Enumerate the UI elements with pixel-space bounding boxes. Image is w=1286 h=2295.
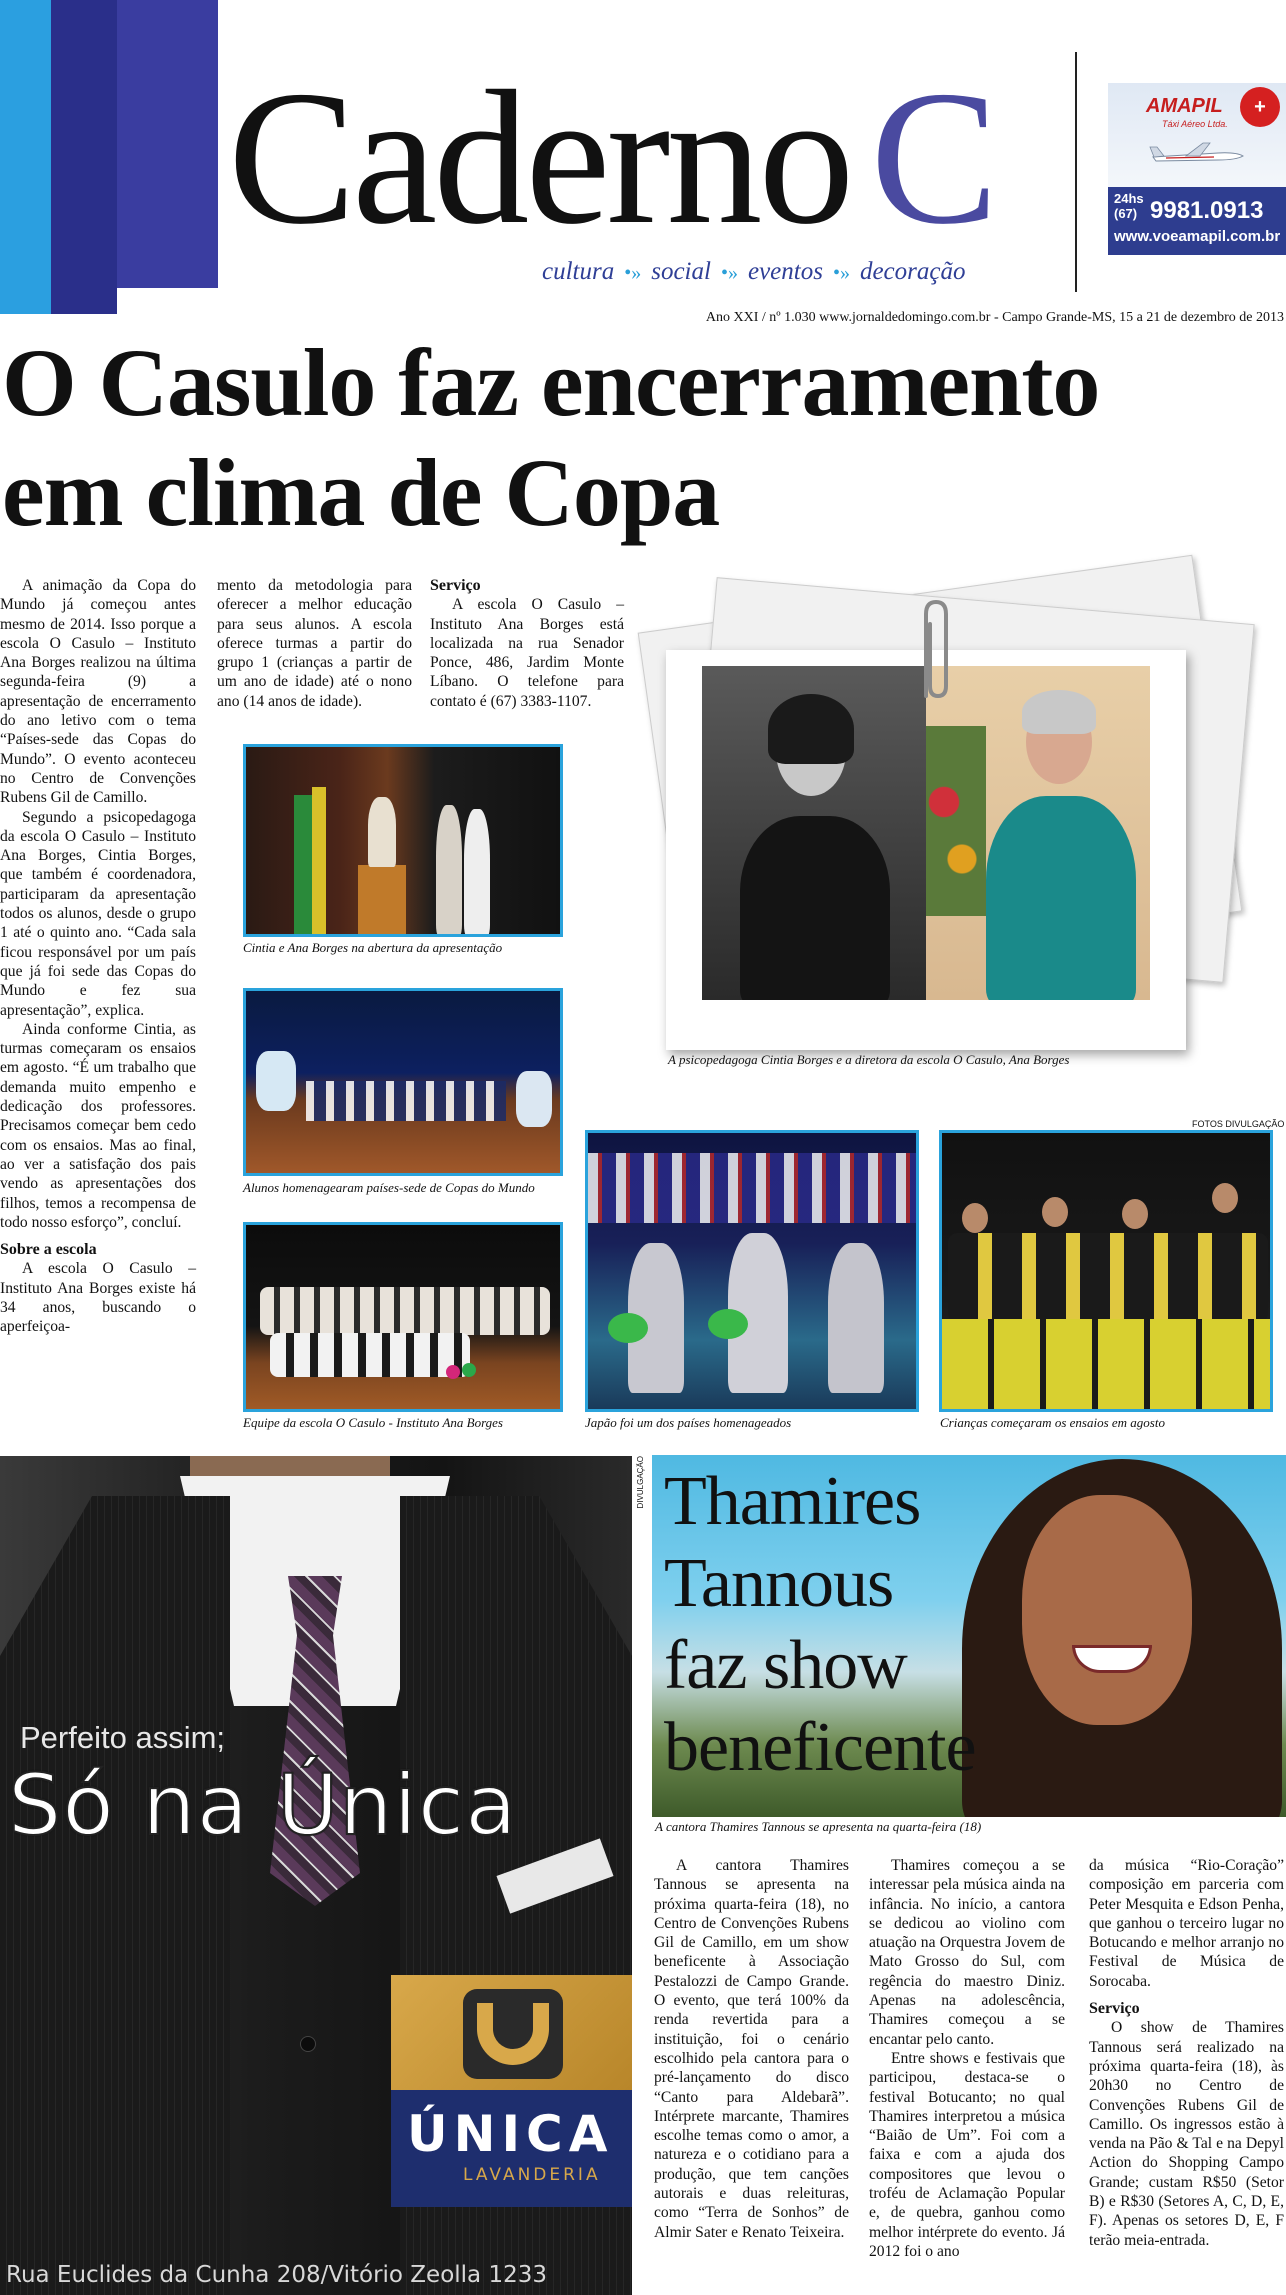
group-back-row	[260, 1287, 550, 1335]
paragraph: Segundo a psicopedagoga da escola O Casulo – Instituto Ana Borges, Cintia Borges, que também é coordenadora, participaram da apresentação todos os alunos, desde o grupo 1 até o quinto ano. “Cada sala ficou responsável por um país que já foi sede das Copas do Mundo e fez sua apresentação”, explica.	[0, 808, 196, 1019]
paragraph: O show de Thamires Tannous será realizado na próxima quarta-feira (18), às 20h30 no Centro de Convenções Rubens Gil de Camillo. Os ingressos estão à venda na Pão & Tal e na Depyl Action do Shopping Campo Grande; custam R$50 (Setor B) e R$30 (Setores A, C, D, E, F). Apenas os setores D, E, F terão meia-entrada.	[1089, 2019, 1284, 2249]
masthead-title	[228, 51, 995, 264]
caption-thamires: A cantora Thamires Tannous se apresenta na quarta-feira (18)	[655, 1819, 982, 1834]
ad-unica-tagline-2: Só na Única	[8, 1756, 518, 1854]
flag-green	[294, 795, 312, 935]
ad-unica[interactable]	[0, 1456, 632, 2295]
section-social: social	[651, 258, 711, 285]
photo-credit-vertical: DIVULGAÇÃO	[636, 1456, 645, 1509]
subhead-servico-2: Serviço	[1089, 2000, 1140, 2018]
section-decoracao: decoração	[859, 258, 966, 285]
child-head	[1212, 1183, 1238, 1213]
polaroid-photo	[702, 666, 1150, 1000]
paragraph: A animação da Copa do Mundo já começou antes mesmo de 2014. Isso porque a escola O Casulo – Instituto Ana Borges realizou na última segunda-feira (9) a apresentação de encerramento do ano letivo com o tema “Países-sede das Copas do Mundo”. O evento aconteceu no Centro de Convenções Rubens Gil de Camillo.	[0, 577, 196, 807]
portrait-left	[702, 666, 926, 1000]
flag-cluster	[256, 1051, 296, 1111]
ad-amapil-banner	[1108, 83, 1286, 187]
photo-thamires	[652, 1455, 1286, 1817]
ad-unica-logo	[391, 1975, 632, 2207]
headline-line-2: em clima de Copa	[2, 439, 720, 546]
caption-photo3: Equipe da escola O Casulo - Instituto Ana Borges	[243, 1415, 503, 1430]
ad-amapil-subtitle: Táxi Aéreo Ltda.	[1162, 119, 1228, 129]
masthead-bar-dark	[117, 0, 218, 288]
article1-column-1	[0, 576, 196, 1337]
article2-column-2	[869, 1856, 1065, 2261]
face-thamires	[1022, 1495, 1192, 1725]
green-pompom	[608, 1313, 648, 1343]
paragraph: Thamires começou a se interessar pela música ainda na infância. No início, a cantora se dedicou ao violino com atuação na Orquestra Jovem de Mato Grosso do Sul, com regência do maestro Diniz. Apenas na adolescência, Thamires começou a se encantar pelo canto.	[869, 1857, 1065, 2048]
podium	[358, 865, 406, 937]
headline-line: Thamires	[664, 1463, 921, 1540]
paragraph: A escola O Casulo – Instituto Ana Borges existe há 34 anos, buscando o aperfeiçoa-	[0, 1260, 196, 1336]
article1-column-3	[430, 576, 624, 711]
paragraph: Ainda conforme Cintia, as turmas começaram os ensaios em agosto. “É um trabalho que demanda muito empenho e dedicação dos professores. Precisamos começar bem cedo com os ensaios. Mas ao final, ao ver a satisfação dos pais vendo as apresentações dos filhos, temos a recompensa de todo nosso esforço”, concluí.	[0, 1020, 196, 1231]
headline-line: faz show	[664, 1627, 907, 1704]
paragraph: A cantora Thamires Tannous se apresenta na próxima quarta-feira (18), no Centro de Convenções Rubens Gil de Camillo, em um show beneficente à Associação Pestalozzi de Campo Grande. O evento, que terá 100% da renda revertida para a instituição, foi o cenário escolhido pela cantora para o pré-lançamento do disco “Canto para Aldebarã”. Intérprete marcante, Thamires escolhe temas como o amor, a natureza e o cotidiano para a produção, que tem canções autorais e duas releituras, como “Terra de Sonhos” de Almir Sater e Renato Teixeira.	[654, 1857, 849, 2241]
ad-amapil-hours	[1114, 191, 1144, 221]
photo-dance	[243, 988, 563, 1176]
paperclip-icon	[916, 596, 956, 706]
subhead-sobre: Sobre a escola	[0, 1241, 97, 1259]
ad-amapil-hours-label: 24hs	[1114, 191, 1144, 206]
photo-stage-opening	[243, 744, 563, 937]
arrow-separator-icon: •»	[624, 262, 642, 284]
masthead-title-letter: C	[870, 51, 995, 264]
polaroid-main	[666, 650, 1186, 1050]
balloon	[462, 1363, 476, 1377]
child-head	[1122, 1199, 1148, 1229]
arrow-separator-icon: •»	[832, 262, 850, 284]
photo-team	[243, 1222, 563, 1412]
portrait-right	[926, 666, 1150, 1000]
child-head	[1042, 1197, 1068, 1227]
masthead-divider	[1075, 52, 1077, 292]
paragraph: mento da metodologia para oferecer a melhor educação para seus alunos. A escola oferece turmas a partir do grupo 1 (crianças a partir de um ano de idade) até o nono ano (14 anos de idade).	[217, 577, 412, 710]
body-cintia	[740, 816, 890, 1000]
section-cultura: cultura	[542, 258, 615, 285]
airplane-icon	[1148, 139, 1248, 169]
headline-line: beneficente	[664, 1709, 976, 1786]
caption-photo4: Japão foi um dos países homenageados	[585, 1415, 792, 1430]
yellow-skirts	[942, 1319, 1273, 1412]
speaker-figure	[368, 797, 396, 867]
article2-column-3	[1089, 1856, 1284, 2250]
caption-polaroid: A psicopedagoga Cintia Borges e a diretora da escola O Casulo, Ana Borges	[668, 1052, 1070, 1067]
caption-photo2: Alunos homenagearam países-sede de Copas do Mundo	[243, 1180, 535, 1195]
dancers-row	[306, 1081, 506, 1121]
jacket-left	[0, 1496, 230, 2295]
flower-arrangement	[926, 726, 986, 916]
child-head	[962, 1203, 988, 1233]
arrow-separator-icon: •»	[720, 262, 738, 284]
children-row	[948, 1233, 1268, 1323]
hair-ana	[1022, 690, 1096, 734]
paragraph: Entre shows e festivais que participou, destaca-se o festival Botucanto; no qual Thamires interpretou a música “Baião de Um”. Foi com a faixa e com a ajuda dos compositores que levou o troféu de Aclamação Popular e, de quebra, ganhou como melhor intérprete do evento. Já 2012 foi o ano	[869, 2049, 1065, 2260]
article1-column-2	[217, 576, 412, 711]
ad-unica-logo-name: ÚNICA	[407, 2105, 614, 2163]
caption-photo5: Crianças começaram os ensaios em agosto	[940, 1415, 1165, 1430]
section-tagline	[542, 258, 965, 286]
ad-unica-logo-sub: LAVANDERIA	[463, 2165, 601, 2185]
hair-cintia	[768, 694, 854, 764]
ad-amapil-area-code: (67)	[1114, 206, 1138, 221]
flag-yellow	[312, 787, 326, 935]
balloon	[446, 1365, 460, 1379]
green-pompom	[708, 1309, 748, 1339]
ad-amapil-phone: 9981.0913	[1150, 197, 1264, 224]
photo-japan	[585, 1130, 919, 1412]
masthead-bar-light	[0, 0, 51, 314]
vest-button	[300, 2036, 316, 2052]
photo-rehearsal	[939, 1130, 1273, 1412]
person-figure	[436, 805, 462, 935]
masthead-bar-mid	[51, 0, 117, 314]
flag-cluster	[516, 1071, 552, 1127]
ad-unica-address: Rua Euclides da Cunha 208/Vitório Zeolla 1233	[6, 2262, 547, 2288]
ad-unica-tagline-1: Perfeito assim;	[20, 1720, 226, 1755]
paragraph: A escola O Casulo – Instituto Ana Borges está localizada na rua Senador Ponce, 486, Jardim Monte Líbano. O telefone para contato é (67) 3383-1107.	[430, 596, 624, 710]
ad-amapil-badge: +	[1240, 87, 1280, 127]
article2-headline	[664, 1461, 976, 1789]
group-front-row	[270, 1333, 470, 1377]
masthead-title-main: Caderno	[228, 51, 851, 264]
ad-amapil[interactable]	[1108, 83, 1286, 255]
issue-line: Ano XXI / nº 1.030 www.jornaldedomingo.com.br - Campo Grande-MS, 15 a 21 de dezembro de 2013	[705, 310, 1284, 325]
body-ana	[986, 796, 1136, 1000]
unica-u-logo-icon	[463, 1989, 563, 2079]
subhead-servico: Serviço	[430, 577, 481, 594]
person-figure	[464, 809, 490, 935]
paragraph: da música “Rio-Coração” composição em parceria com Peter Mesquita e Edson Penha, que ganhou o terceiro lugar no Botucando e melhor arranjo no Festival de Música de Sorocaba.	[1089, 1857, 1284, 1990]
child-dancer	[828, 1243, 884, 1393]
headline-line: Tannous	[664, 1545, 894, 1622]
article2-column-1	[654, 1856, 849, 2242]
caption-photo1: Cintia e Ana Borges na abertura da apresentação	[243, 940, 503, 955]
photo-credit: FOTOS DIVULGAÇÃO	[1192, 1119, 1285, 1129]
logo-u-stroke	[493, 2003, 533, 2049]
section-eventos: eventos	[747, 258, 823, 285]
article-headline	[2, 328, 1282, 548]
headline-line-1: O Casulo faz encerramento	[2, 329, 1100, 436]
crowd-flags	[588, 1153, 919, 1223]
ad-amapil-url[interactable]: www.voeamapil.com.br	[1114, 228, 1281, 245]
ad-amapil-brand: AMAPIL	[1146, 95, 1223, 117]
